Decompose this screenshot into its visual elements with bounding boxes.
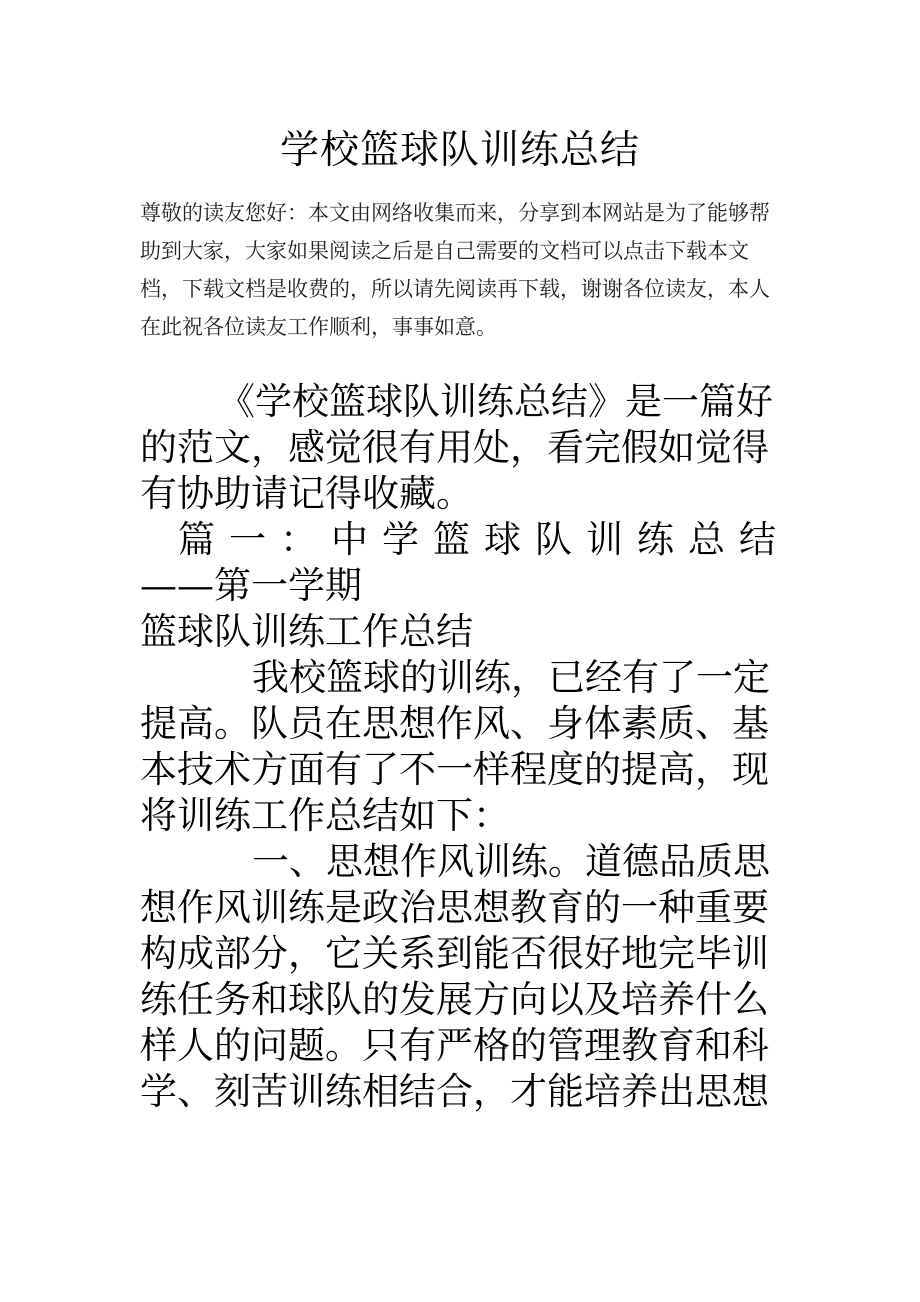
document-body	[140, 379, 790, 1115]
document-title: 学校篮球队训练总结	[279, 128, 640, 173]
body-paragraph-2: 一、思想作风训练。道德品质思想作风训练是政治思想教育的一种重要构成部分，它关系到能否很好地完毕训练任务和球队的发展方向以及培养什么样人的问题。只有严格的管理教育和科学、刻苦训练相结合，才能培养出思想	[140, 840, 770, 1113]
reader-notice: 尊敬的读友您好：本文由网络收集而来，分享到本网站是为了能够帮助到大家，大家如果阅读之后是自己需要的文档可以点击下载本文档，下载文档是收费的，所以请先阅读再下载，谢谢各位读友，本人在此祝各位读友工作顺利，事事如意。	[140, 201, 770, 339]
intro-paragraph: 《学校篮球队训练总结》是一篇好的范文，感觉很有用处，看完假如觉得有协助请记得收藏。	[140, 380, 773, 515]
body-paragraph-1: 我校篮球的训练，已经有了一定提高。队员在思想作风、身体素质、基本技术方面有了不一样程度的提高，现将训练工作总结如下：	[140, 656, 770, 837]
chapter-heading	[140, 517, 790, 609]
chapter-heading-line2: ——第一学期	[140, 564, 362, 607]
chapter-heading-line1: 篇一：中学篮球队训练总结	[178, 518, 790, 561]
section-subtitle: 篮球队训练工作总结	[140, 610, 473, 653]
